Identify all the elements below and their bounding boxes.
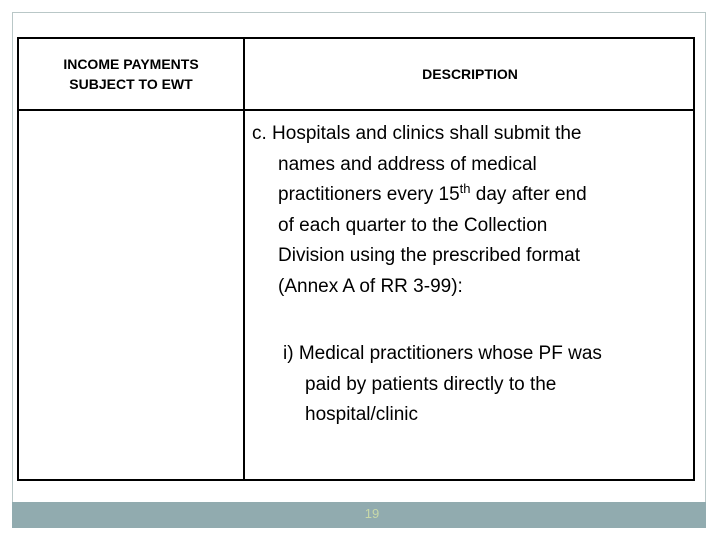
item-i-line1: i) Medical practitioners whose PF was: [283, 343, 602, 364]
item-i-paragraph: [283, 339, 693, 431]
item-c-line6: (Annex A of RR 3-99):: [278, 275, 463, 297]
item-i-line2: paid by patients directly to the: [305, 373, 557, 395]
header-description: [245, 39, 695, 109]
item-c-line3: [252, 180, 692, 211]
item-c-line4: of each quarter to the Collection: [278, 214, 548, 236]
page-number: 19: [364, 506, 380, 521]
header-income-payments: [19, 39, 243, 109]
item-i-line3: hospital/clinic: [305, 404, 418, 425]
header-left-line2: SUBJECT TO EWT: [69, 76, 193, 92]
item-c-line5: Division using the prescribed format: [278, 245, 581, 266]
item-c-line3-sup: th: [459, 181, 471, 196]
header-left-line1: INCOME PAYMENTS: [63, 56, 199, 72]
header-row-divider: [19, 109, 693, 111]
item-c-line2: names and address of medical: [278, 153, 537, 175]
footer-bar: [12, 502, 706, 528]
header-right-label: DESCRIPTION: [422, 66, 518, 82]
item-c-paragraph: [252, 119, 692, 302]
ewt-table: [17, 37, 695, 481]
item-c-line3-post: day after end: [470, 184, 587, 205]
item-c-line1: c. Hospitals and clinics shall submit the: [252, 123, 582, 144]
item-c-line3-pre: practitioners every 15: [278, 184, 460, 205]
